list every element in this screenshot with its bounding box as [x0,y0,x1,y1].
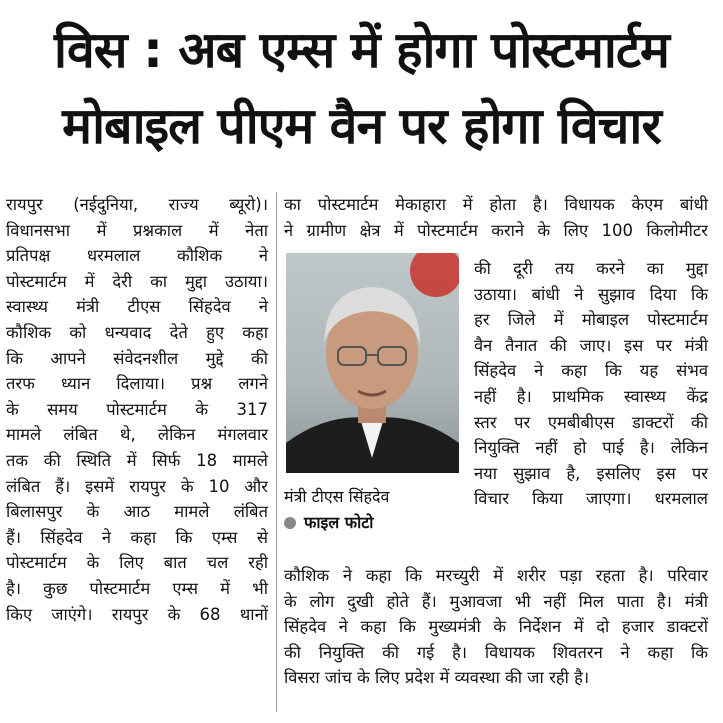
article-right-middle [474,256,708,512]
article-right-bottom [284,563,708,691]
article-line: कि आपने संवेदनशील मुद्दे की [6,348,268,368]
article-line: नियुक्ति नहीं हो पाई है। लेकिन [474,438,708,458]
article-line: प्रतिपक्ष धरमलाल कौशिक ने [6,246,268,266]
article-line: हर जिले में मोबाइल पोस्टमार्टम [474,310,708,330]
article-line: वैन तैनात की जाए। इस पर मंत्री [474,335,708,355]
caption-credit-text: फाइल फोटो [304,513,374,532]
article-line: मामले लंबित थे, लेकिन मंगलवार [6,425,268,445]
article-line: विचार किया जाएगा। धरमलाल [474,489,708,509]
article-line: किए जाएंगे। रायपुर के 68 थानों [6,604,268,624]
article-line: लंबित हैं। इसमें रायपुर के 10 और [6,476,268,496]
article-line: कौशिक को धन्यवाद देते हुए कहा [6,322,268,342]
headline-line-1: विस : अब एम्स में होगा पोस्टमार्टम [54,21,669,79]
article-line: विसरा जांच के लिए प्रदेश में व्यवस्था की जा रही है। [284,668,590,688]
article-left-column [6,192,268,627]
article-line: नहीं है। प्राथमिक स्वास्थ्य केंद्र [474,386,708,406]
bullet-icon [284,517,296,529]
article-line: उठाया। बांधी ने सुझाव दिया कि [474,284,708,304]
caption-name: मंत्री टीएस सिंहदेव [284,487,390,506]
article-line: तरफ ध्यान दिलाया। प्रश्न लगने [6,374,268,394]
article-line: सिंहदेव ने कहा कि मुख्यमंत्री के निर्देशन में दो हजार डाक्टरों [284,617,708,637]
article-line: तक की स्थिति में सिर्फ 18 मामले [6,450,268,470]
headline-line-2: मोबाइल पीएम वैन पर होगा विचार [62,97,661,155]
article-line: बिलासपुर के आठ मामले लंबित [6,502,268,522]
article-line: पोस्टमार्टम में देरी का मुद्दा उठाया। [6,271,268,291]
article-line: स्तर पर एमबीबीएस डाक्टरों की [474,412,708,432]
article-line: का पोस्टमार्टम मेकाहारा में होता है। विधायक केएम बांधी [284,195,708,214]
article-line: पोस्टमार्टम के लिए बात चल रही [6,553,268,573]
article-line: स्वास्थ्य मंत्री टीएस सिंहदेव ने [6,297,268,317]
article-line: नया सुझाव है, इसलिए इस पर [474,463,708,483]
article-line: ने ग्रामीण क्षेत्र में पोस्टमार्टम कराने के लिए 100 किलोमीटर [284,220,708,240]
article-line: की दूरी तय करने का मुद्दा [474,259,708,278]
article-line: हैं। सिंहदेव ने कहा कि एम्स से [6,527,268,547]
article-line: के लोग दुखी होते हैं। मुआवजा भी नहीं मिल पाता है। मंत्री [284,591,708,611]
column-divider [276,192,277,712]
article-line: कौशिक ने कहा कि मरच्युरी में शरीर पड़ा रहता है। परिवार [284,566,708,585]
caption-credit [284,510,469,536]
article-line: सिंहदेव ने कहा कि यह संभव [474,361,708,381]
article-line: की नियुक्ति की गई है। विधायक शिवतरन ने कहा कि [284,642,708,662]
photo-caption [284,484,469,536]
minister-photo [286,253,459,473]
article-line: है। कुछ पोस्टमार्टम एम्स में भी [6,578,268,598]
article-line: विधानसभा में प्रश्नकाल में नेता [6,220,268,240]
article-line: रायपुर (नईदुनिया, राज्य ब्यूरो)। [6,195,268,214]
article-right-top [284,192,708,243]
article-line: के समय पोस्टमार्टम के 317 [6,399,268,419]
